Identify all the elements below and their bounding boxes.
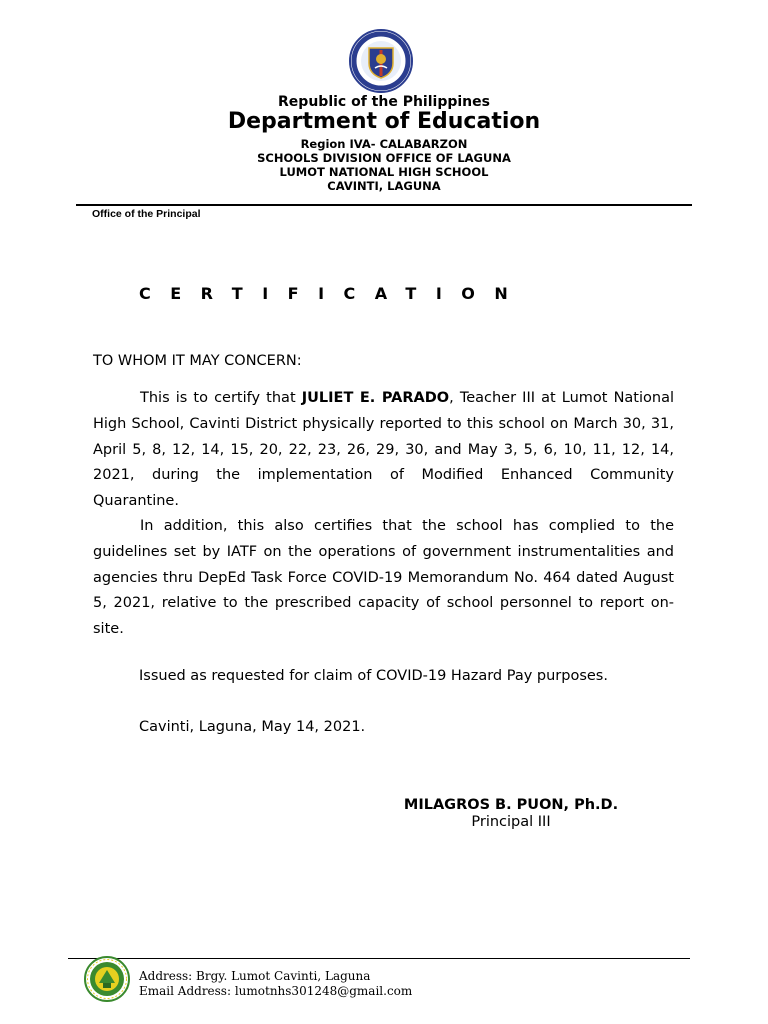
signatory-position: Principal III (471, 814, 551, 830)
department-heading: Department of Education (227, 109, 541, 134)
issue-date: Cavinti, Laguna, May 14, 2021. (139, 719, 366, 735)
certification-title: CERTIFICATION (139, 284, 528, 303)
compliance-paragraph (93, 514, 674, 643)
footer-address: Address: Brgy. Lumot Cavinti, Laguna (139, 969, 371, 983)
footer-email: Email Address: lumotnhs301248@gmail.com (139, 984, 413, 998)
salutation: TO WHOM IT MAY CONCERN: (93, 353, 302, 369)
region-heading: Region IVA- CALABARZON (300, 137, 468, 151)
purpose-statement: Issued as requested for claim of COVID-19 Hazard Pay purposes. (139, 668, 608, 684)
deped-seal-icon (346, 28, 416, 94)
office-label: Office of the Principal (92, 208, 201, 220)
republic-heading: Republic of the Philippines (278, 94, 490, 110)
signatory-name: MILAGROS B. PUON, Ph.D. (403, 797, 619, 813)
teacher-name: JULIET E. PARADO (301, 390, 450, 406)
division-heading: SCHOOLS DIVISION OFFICE OF LAGUNA (257, 151, 511, 165)
footer-divider (68, 958, 690, 959)
para1-intro: This is to certify that (140, 390, 302, 406)
certification-paragraph (93, 386, 674, 515)
compliance-text: In addition, this also certifies that the school has complied to the guidelines set by IATF on the operations of government instrumentalities and agencies thru DepEd Task Force COVID-19 Memorandum No. 464 dated August 5, 2021, relative to the prescribed capacity of school personnel to report on-site. (93, 518, 674, 638)
location-heading: CAVINTI, LAGUNA (327, 179, 441, 193)
school-logo-icon (84, 956, 130, 1002)
para1-details: , Teacher III at Lumot National High School, Cavinti District physically reported to this school on March 30, 31, April 5, 8, 12, 14, 15, 20, 22, 23, 26, 29, 30, and May 3, 5, 6, 10, 11, 12, 14, 2021, during the implementation of Modified Enhanced Community Quarantine. (93, 390, 674, 510)
header-divider (76, 204, 692, 206)
school-heading: LUMOT NATIONAL HIGH SCHOOL (279, 165, 489, 179)
